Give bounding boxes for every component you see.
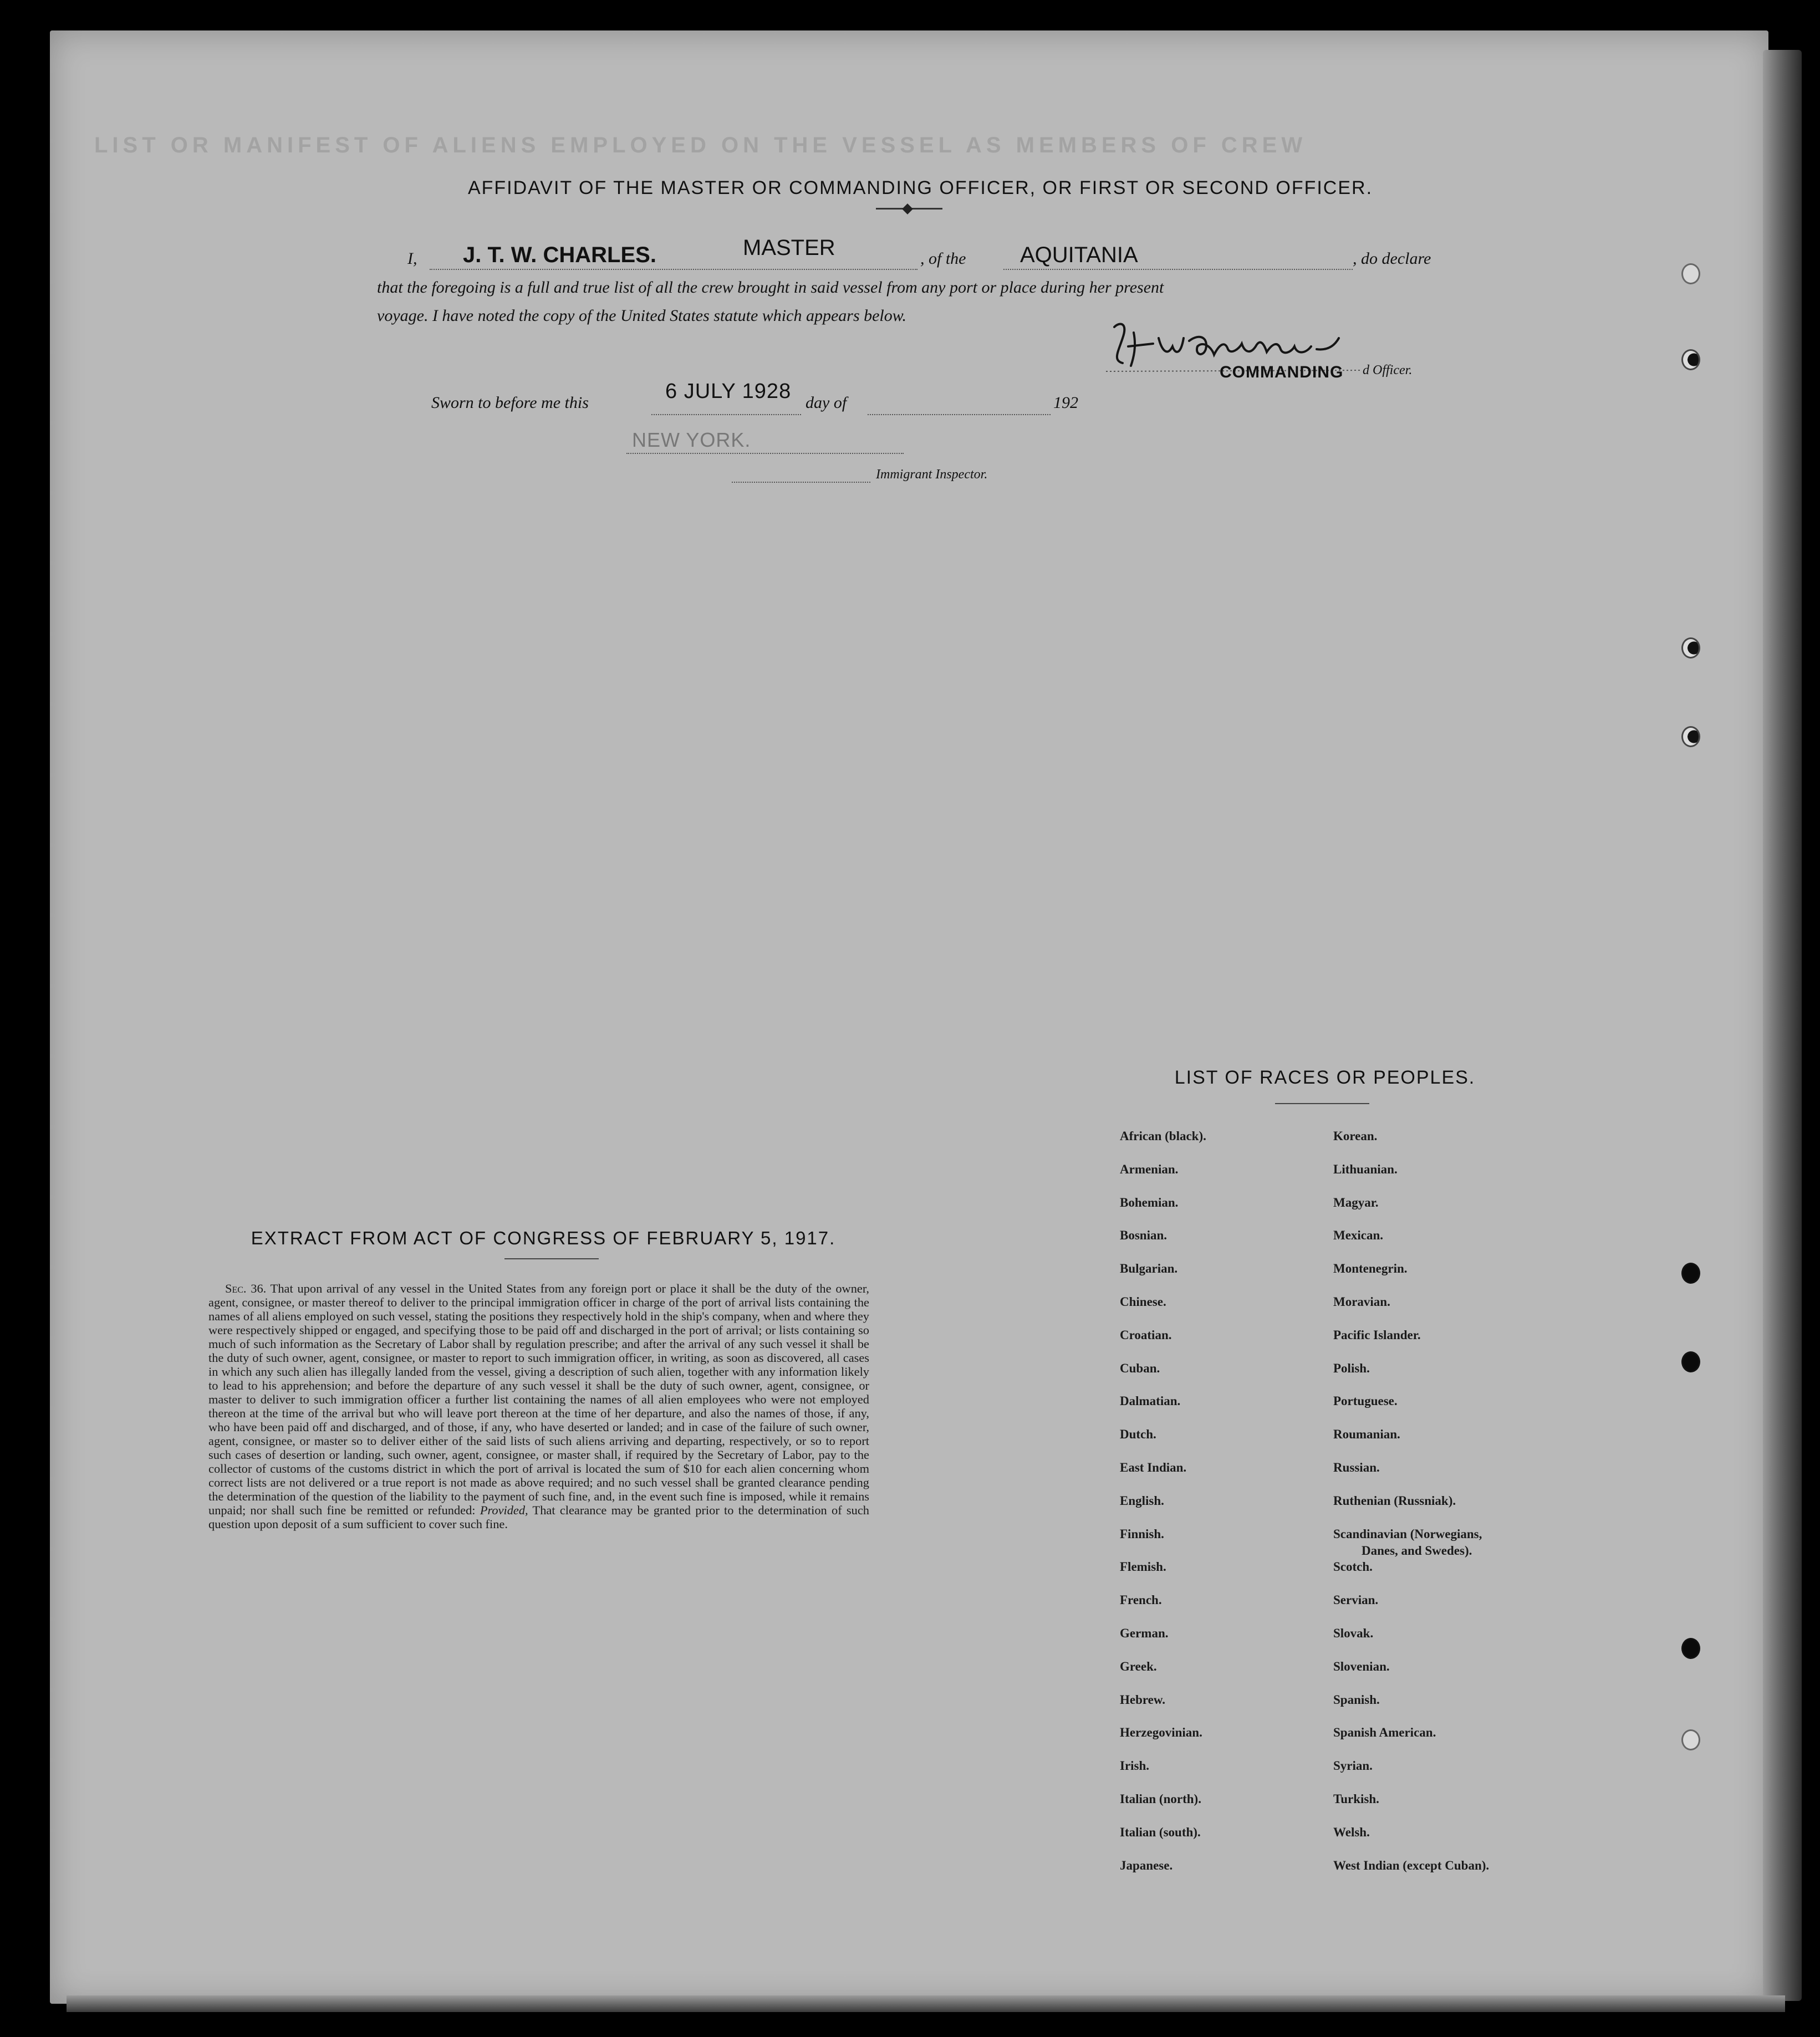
title-ornament — [876, 208, 942, 210]
race-item: Irish. — [1120, 1759, 1150, 1773]
race-item: Turkish. — [1333, 1792, 1379, 1806]
affidavit-title: AFFIDAVIT OF THE MASTER OR COMMANDING OFFICER, OR FIRST OR SECOND OFFICER. — [467, 177, 1373, 198]
section-body-part2: That clearance may be granted prior to the determination of such question upon deposit of a sum sufficient to cover such fine. — [208, 1503, 869, 1531]
affidavit-prefix: I, — [407, 249, 417, 268]
race-item: Hebrew. — [1120, 1693, 1165, 1707]
race-item: Bohemian. — [1120, 1196, 1179, 1209]
punch-hole — [1681, 1351, 1700, 1372]
race-scandinavian-continued: Danes, and Swedes). — [1362, 1544, 1472, 1558]
race-item: Welsh. — [1333, 1825, 1370, 1839]
race-item: African (black). — [1120, 1129, 1206, 1143]
sworn-prefix: Sworn to before me this — [431, 394, 589, 412]
race-item: Servian. — [1333, 1593, 1379, 1607]
punch-hole — [1681, 1638, 1700, 1659]
race-item: Greek. — [1120, 1660, 1157, 1673]
races-title-rule — [1275, 1103, 1369, 1104]
inspector-blank — [732, 481, 870, 483]
master-name: J. T. W. CHARLES. — [463, 243, 656, 267]
race-item: Lithuanian. — [1333, 1162, 1398, 1176]
race-item: Slovenian. — [1333, 1660, 1390, 1673]
race-item: Finnish. — [1120, 1527, 1164, 1541]
section-label: Sec. 36. — [225, 1282, 267, 1295]
race-item: Bosnian. — [1120, 1228, 1168, 1242]
year-prefix: 192 — [1053, 394, 1078, 412]
race-item: West Indian (except Cuban). — [1333, 1859, 1490, 1872]
place-blank — [626, 452, 904, 454]
punch-hole — [1681, 1729, 1700, 1750]
race-item: Croatian. — [1120, 1328, 1172, 1342]
race-item: Herzegovinian. — [1120, 1725, 1202, 1739]
race-item: Dalmatian. — [1120, 1394, 1181, 1408]
race-item: Syrian. — [1333, 1759, 1373, 1773]
day-of-label: day of — [806, 394, 847, 412]
race-item: Spanish. — [1333, 1693, 1380, 1707]
race-item: Roumanian. — [1333, 1427, 1400, 1441]
race-item: Pacific Islander. — [1333, 1328, 1421, 1342]
race-item: Bulgarian. — [1120, 1262, 1178, 1275]
race-item: Scotch. — [1333, 1560, 1373, 1574]
punch-hole — [1681, 726, 1700, 747]
race-item: Polish. — [1333, 1361, 1370, 1375]
affidavit-line-3: voyage. I have noted the copy of the United States statute which appears below. — [377, 307, 907, 325]
month-blank — [868, 413, 1051, 415]
commanding-stamp: COMMANDING — [1220, 363, 1344, 381]
race-item: Cuban. — [1120, 1361, 1160, 1375]
race-item: Scandinavian (Norwegians, — [1333, 1527, 1482, 1541]
race-item: Mexican. — [1333, 1228, 1384, 1242]
race-item: Spanish American. — [1333, 1725, 1436, 1739]
race-item: Montenegrin. — [1333, 1262, 1408, 1275]
race-item: Chinese. — [1120, 1295, 1166, 1309]
section-36-text — [208, 1282, 869, 1531]
punch-hole — [1681, 637, 1700, 658]
race-item: German. — [1120, 1626, 1169, 1640]
provided-label: Provided, — [480, 1503, 528, 1517]
races-title: LIST OF RACES OR PEOPLES. — [1174, 1067, 1476, 1088]
race-item: Ruthenian (Russniak). — [1333, 1494, 1456, 1508]
master-rank: MASTER — [743, 236, 835, 260]
race-item: Italian (south). — [1120, 1825, 1201, 1839]
extract-title: EXTRACT FROM ACT OF CONGRESS OF FEBRUARY 5, 1917. — [251, 1228, 836, 1248]
name-blank — [430, 268, 917, 270]
race-item: Moravian. — [1333, 1295, 1390, 1309]
officer-suffix: d Officer. — [1363, 363, 1413, 377]
page-bottom-edge — [67, 1995, 1785, 2012]
extract-title-rule — [504, 1258, 599, 1259]
race-item: Italian (north). — [1120, 1792, 1201, 1806]
immigrant-inspector-label: Immigrant Inspector. — [876, 467, 988, 482]
bleed-through-header: LIST OR MANIFEST OF ALIENS EMPLOYED ON THE VESSEL AS MEMBERS OF CREW — [94, 133, 1307, 157]
of-the-label: , of the — [920, 249, 966, 268]
race-item: Russian. — [1333, 1461, 1380, 1474]
sworn-date-stamp: 6 JULY 1928 — [665, 380, 792, 403]
punch-hole — [1681, 263, 1700, 284]
race-item: Dutch. — [1120, 1427, 1156, 1441]
vessel-name: AQUITANIA — [1020, 243, 1138, 267]
punch-hole — [1681, 1263, 1700, 1284]
document-sheet — [50, 30, 1768, 2004]
race-item: Armenian. — [1120, 1162, 1179, 1176]
section-body-part1: That upon arrival of any vessel in the United States from any foreign port or place it shall be the duty of the owner, agent, consignee, or master thereof to deliver to the principal immigration officer in charge of the port of arrival lists containing the names of all aliens employed on such vessel, stating the positions they respectively hold in the ship's company, when and where they were respectively shipped or engaged, and specifying those to be paid off and discharged in the port of arrival; or lists containing so much of such information as the Secretary of Labor shall by regulation prescribe; and after the arrival of any such vessel it shall be the duty of such owner, agent, consignee, or master to report to such immigration officer, in writing, as soon as discovered, all cases in which any such alien has illegally landed from the vessel, giving a description of such alien, together with any information likely to lead to his apprehension; and before the departure of any such vessel it shall be the duty of such owner, agent, consignee, or master to deliver to such immigration officer a further list containing the names of all alien employees who were not employed thereon at the time of the arrival but who will leave port thereon at the time of her departure, and also the names of those, if any, who have been paid off and discharged, and of those, if any, who have deserted or landed; and in case of the failure of such owner, agent, consignee, or master so to deliver either of the said lists of such aliens arriving and departing, respectively, or so to report such cases of desertion or landing, such owner, agent, consignee, or master shall, if required by the Secretary of Labor, pay to the collector of customs of the customs district in which the port of arrival is located the sum of $10 for each alien concerning whom correct lists are not delivered or a true report is not made as above required; and no such vessel shall be granted clearance pending the determination of the question of the liability to the payment of such fine, and, in the event such fine is imposed, while it remains unpaid; nor shall such fine be remitted or refunded: — [208, 1282, 869, 1517]
race-item: Portuguese. — [1333, 1394, 1398, 1408]
race-item: Japanese. — [1120, 1859, 1173, 1872]
vessel-blank — [1003, 268, 1353, 270]
race-item: East Indian. — [1120, 1461, 1187, 1474]
race-item: Magyar. — [1333, 1196, 1379, 1209]
punch-hole — [1681, 349, 1700, 370]
race-item: Slovak. — [1333, 1626, 1374, 1640]
race-item: French. — [1120, 1593, 1162, 1607]
do-declare-label: , do declare — [1353, 249, 1431, 268]
sworn-day-blank — [651, 413, 801, 415]
race-item: Korean. — [1333, 1129, 1378, 1143]
place-stamp: NEW YORK. — [632, 428, 751, 451]
affidavit-line-2: that the foregoing is a full and true list of all the crew brought in said vessel from any port or place during her present — [377, 278, 1164, 297]
race-item: Flemish. — [1120, 1560, 1166, 1574]
page-edge-shadow — [1763, 50, 1802, 2001]
race-item: English. — [1120, 1494, 1164, 1508]
